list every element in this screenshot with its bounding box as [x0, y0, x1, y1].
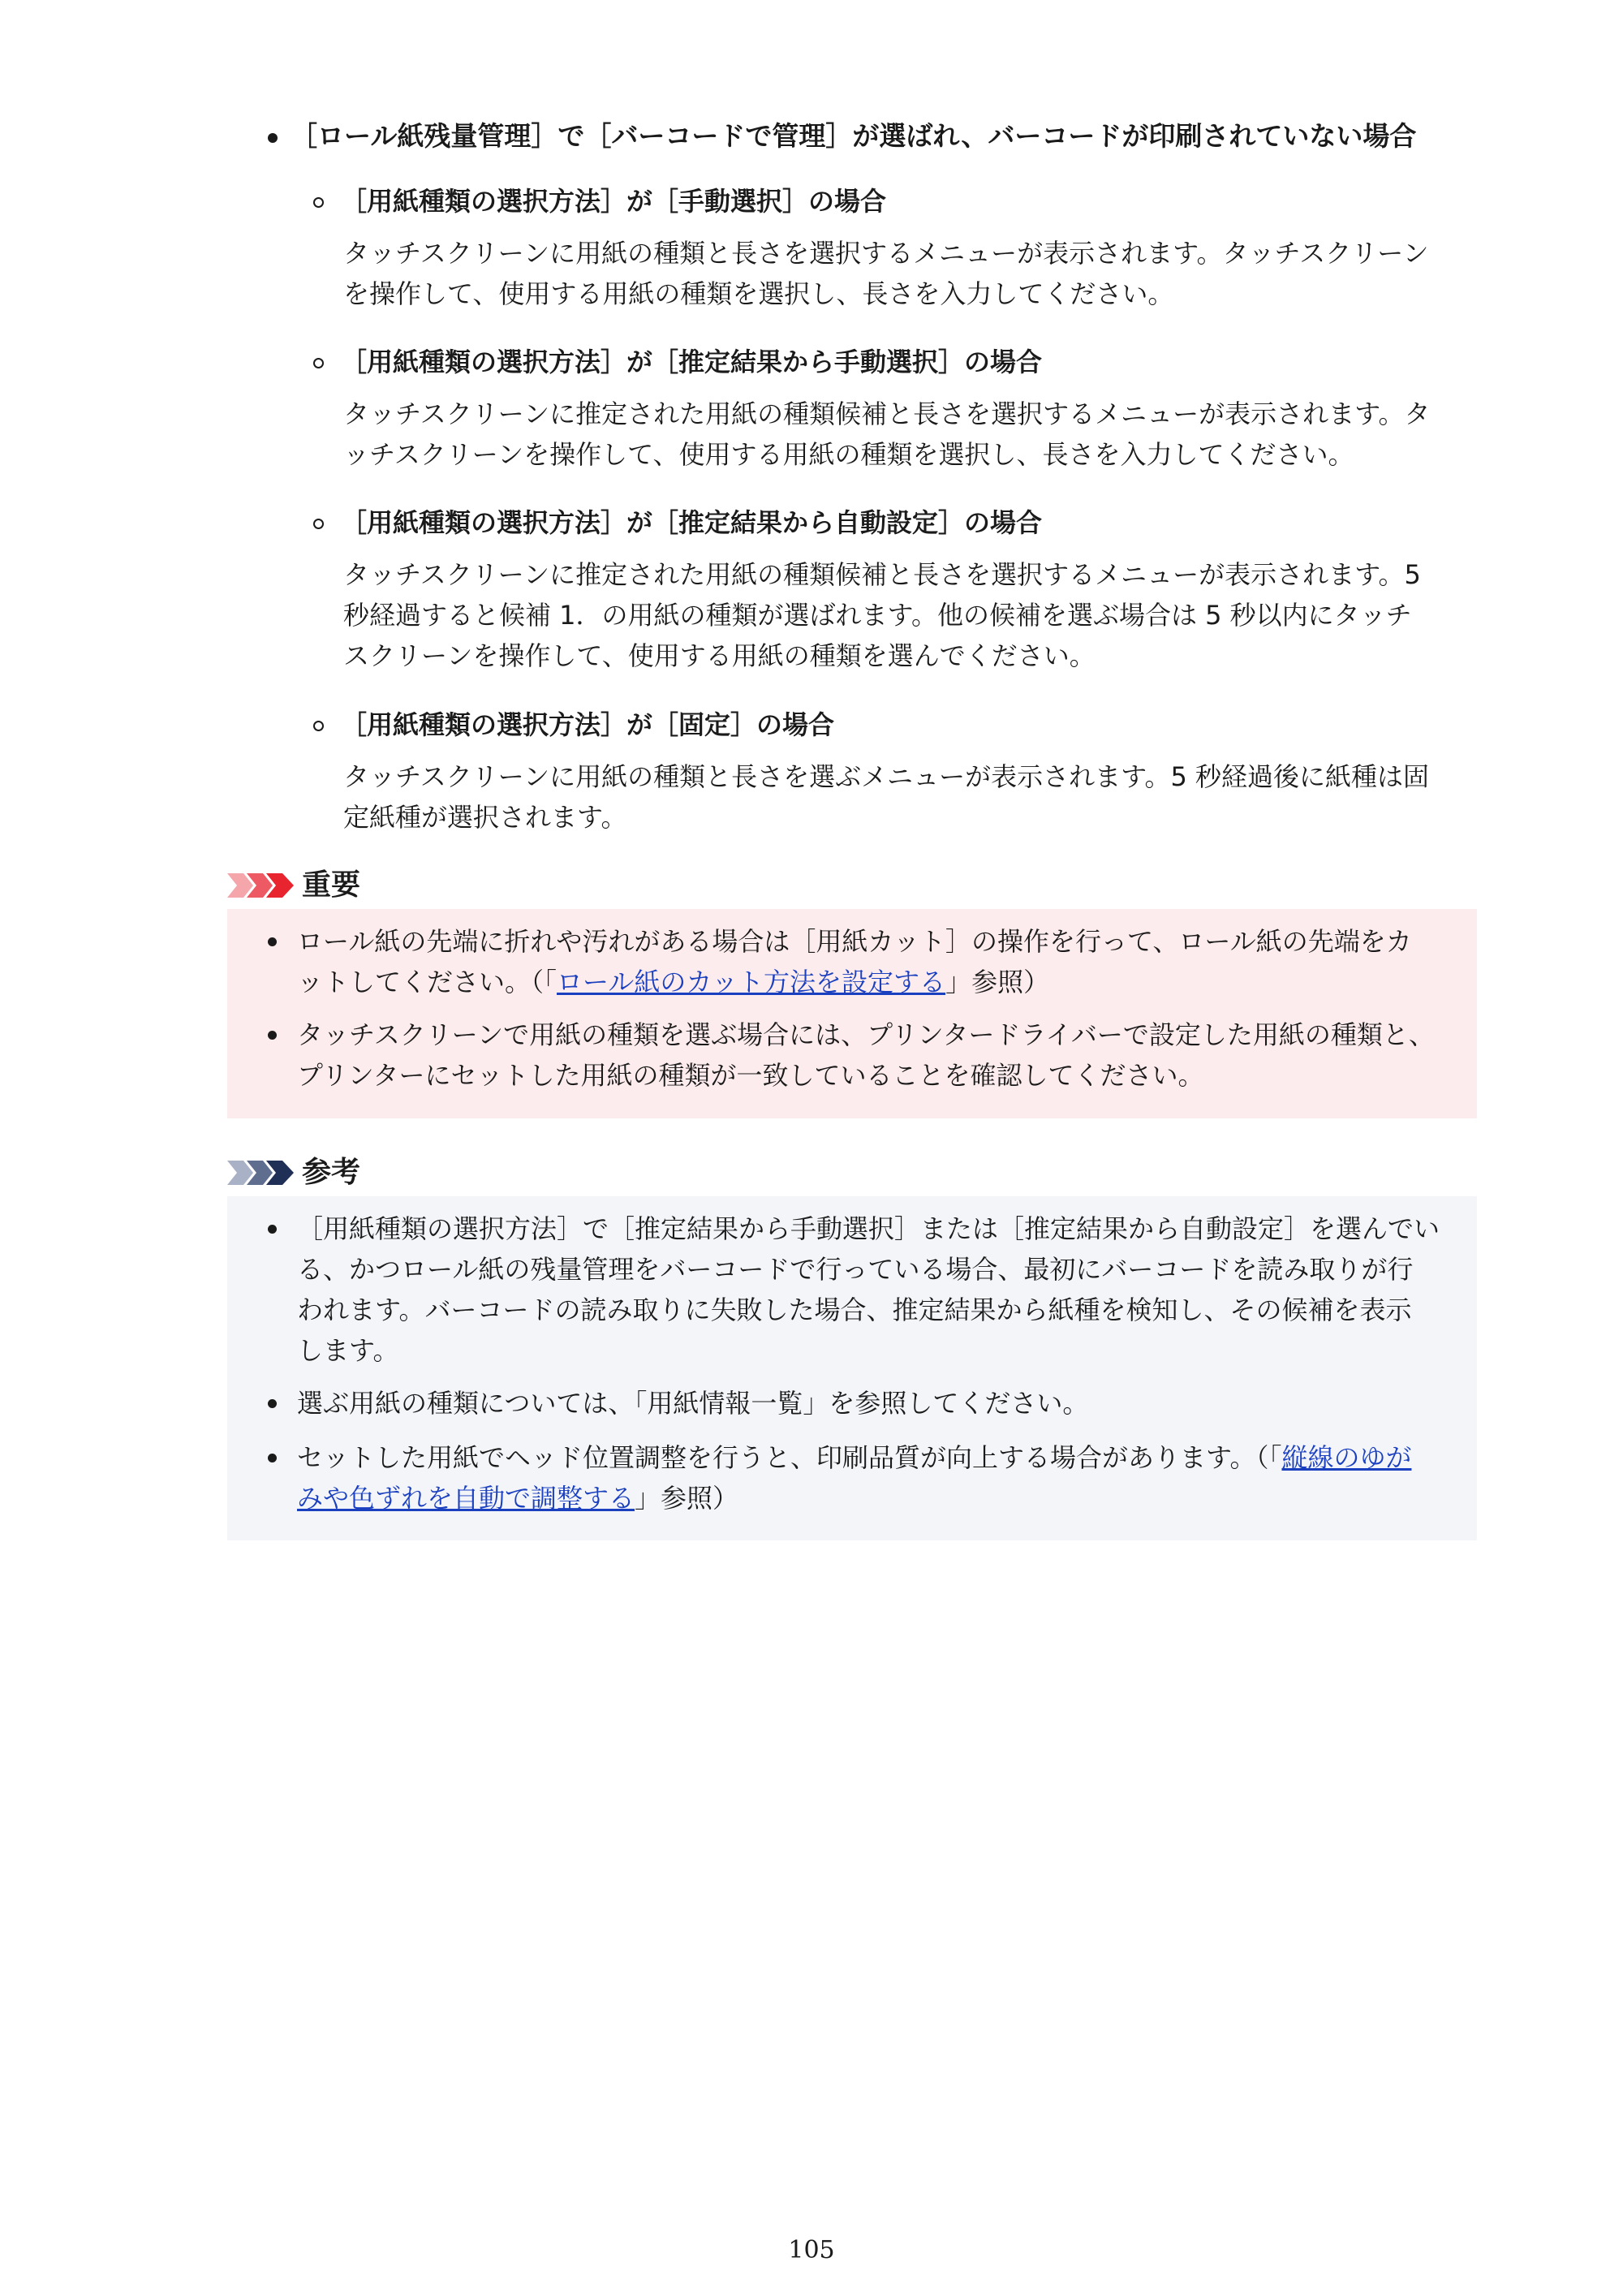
circle-bullet-icon	[313, 197, 324, 208]
case-body: タッチスクリーンに推定された用紙の種類候補と長さを選択するメニューが表示されます。タ ッチスクリーンを操作して、使用する用紙の種類を選択し、長さを入力してください。	[343, 398, 1431, 470]
reference-box: ［用紙種類の選択方法］で［推定結果から手動選択］または［推定結果から自動設定］を選んでい る、かつロール紙の残量管理をバーコードで行っている場合、最初にバーコードを読み取りが行 われます。バーコードの読み取りに失敗した場合、推定結果から紙種を検知し、その候補を表示 します。 選ぶ用紙の種類については、「用紙情報一覧」を参照してください。 セットした用紙でヘッド位置調整を行うと、印刷品質が向上する場合があります。（「縦線のゆが みや色ずれを自動で調整する」参照）	[227, 1196, 1477, 1540]
bullet-dot	[268, 1454, 277, 1462]
case-body: タッチスクリーンに用紙の種類と長さを選ぶメニューが表示されます。5 秒経過後に紙種は固 定紙種が選択されます。	[343, 761, 1430, 833]
circle-bullet-icon	[313, 721, 324, 731]
important-box: ロール紙の先端に折れや汚れがある場合は［用紙カット］の操作を行って、ロール紙の先端をカ ットしてください。（「ロール紙のカット方法を設定する」参照） タッチスクリーンで用紙の種類を選ぶ場合には、プリンタードライバーで設定した用紙の種類と、 プリンターにセットした用紙の種類が一致していることを確認してください。	[227, 909, 1477, 1118]
link-roll-paper-cut[interactable]: ロール紙のカット方法を設定する	[557, 967, 946, 997]
important-chevron-icon	[227, 873, 294, 898]
circle-bullet-icon	[313, 519, 324, 529]
important-title: 重要	[227, 865, 552, 906]
page-number: 105	[788, 2236, 835, 2264]
bullet-dot	[268, 133, 278, 143]
case-body: タッチスクリーンに推定された用紙の種類候補と長さを選択するメニューが表示されます。5 秒経過すると候補 1．の用紙の種類が選ばれます。他の候補を選ぶ場合は 5 秒以内にタッチ スクリーンを操作して、使用する用紙の種類を選んでください。	[343, 559, 1421, 671]
link-auto-alignment-cont[interactable]: みや色ずれを自動で調整する	[297, 1483, 635, 1514]
bullet-dot	[268, 937, 277, 946]
reference-chevron-icon	[227, 1161, 294, 1185]
reference-title: 参考	[227, 1152, 552, 1193]
manual-page: ［ロール紙残量管理］で［バーコードで管理］が選ばれ、バーコードが印刷されていない場合 ［用紙種類の選択方法］が［手動選択］の場合 タッチスクリーンに用紙の種類と長さを選択するメニューが表示されます。タッチスクリーン を操作して、使用する用紙の種類を選択し、長さを入力してください。 ［用紙種類の選択方法］が［推定結果から手動選択］の場合 タッチスクリーンに推定された用紙の種類候補と長さを選択するメニューが表示されます。タ ッチスクリーンを操作して、使用する用紙の種類を選択し、長さを入力してください。 ［用紙種類の選択方法］が［推定結果から自動設定］の場合 タッチスクリーンに推定された用紙の種類候補と長さを選択するメニューが表示されます。5 秒経過すると候補 1．の用紙の種類が選ばれます。他の候補を選ぶ場合は 5 秒以内にタッチ スクリーンを操作して、使用する用紙の種類を選んでください。 ［用紙種類の選択方法］が［固定］の場合 タッチスクリーンに用紙の種類と長さを選ぶメニューが表示されます。5 秒経過後に紙種は固 定紙種が選択されます。 重要 ロール紙の先端に折れや汚れがある場合は［用紙カット］の操作を行って、ロール紙の先端をカ ットしてください。（「ロール紙のカット方法を設定する」参照） タッチスクリーンで用紙の種類を選ぶ場合には、プリンタードライバーで設定した用紙の種類と、 プリンターにセットした用紙の種類が一致していることを確認してください。 参考 ［用紙種類の選択方法］で［推定結果から手動選択］または［推定結果から自動設定］を選んでい る、かつロール紙の残量管理をバーコードで行っている場合、最初にバーコードを読み取りが行 われます。バーコードの読み取りに失敗した場合、推定結果から紙種を検知し、その候補を表示 します。 選ぶ用紙の種類については、「用紙情報一覧」を参照してください。 セットした用紙でヘッド位置調整を行うと、印刷品質が向上する場合があります。（「縦線のゆが みや色ずれを自動で調整する」参照） 105	[0, 0, 1623, 2296]
case-body: タッチスクリーンに用紙の種類と長さを選択するメニューが表示されます。タッチスクリーン を操作して、使用する用紙の種類を選択し、長さを入力してください。	[343, 238, 1429, 309]
bullet-dot	[268, 1225, 277, 1234]
bullet-dot	[268, 1399, 277, 1408]
main-bullet-text: ［ロール紙残量管理］で［バーコードで管理］が選ばれ、バーコードが印刷されていない場合	[291, 120, 1417, 152]
bullet-dot	[268, 1031, 277, 1040]
circle-bullet-icon	[313, 358, 324, 368]
link-auto-alignment[interactable]: 縦線のゆが	[1281, 1442, 1412, 1473]
